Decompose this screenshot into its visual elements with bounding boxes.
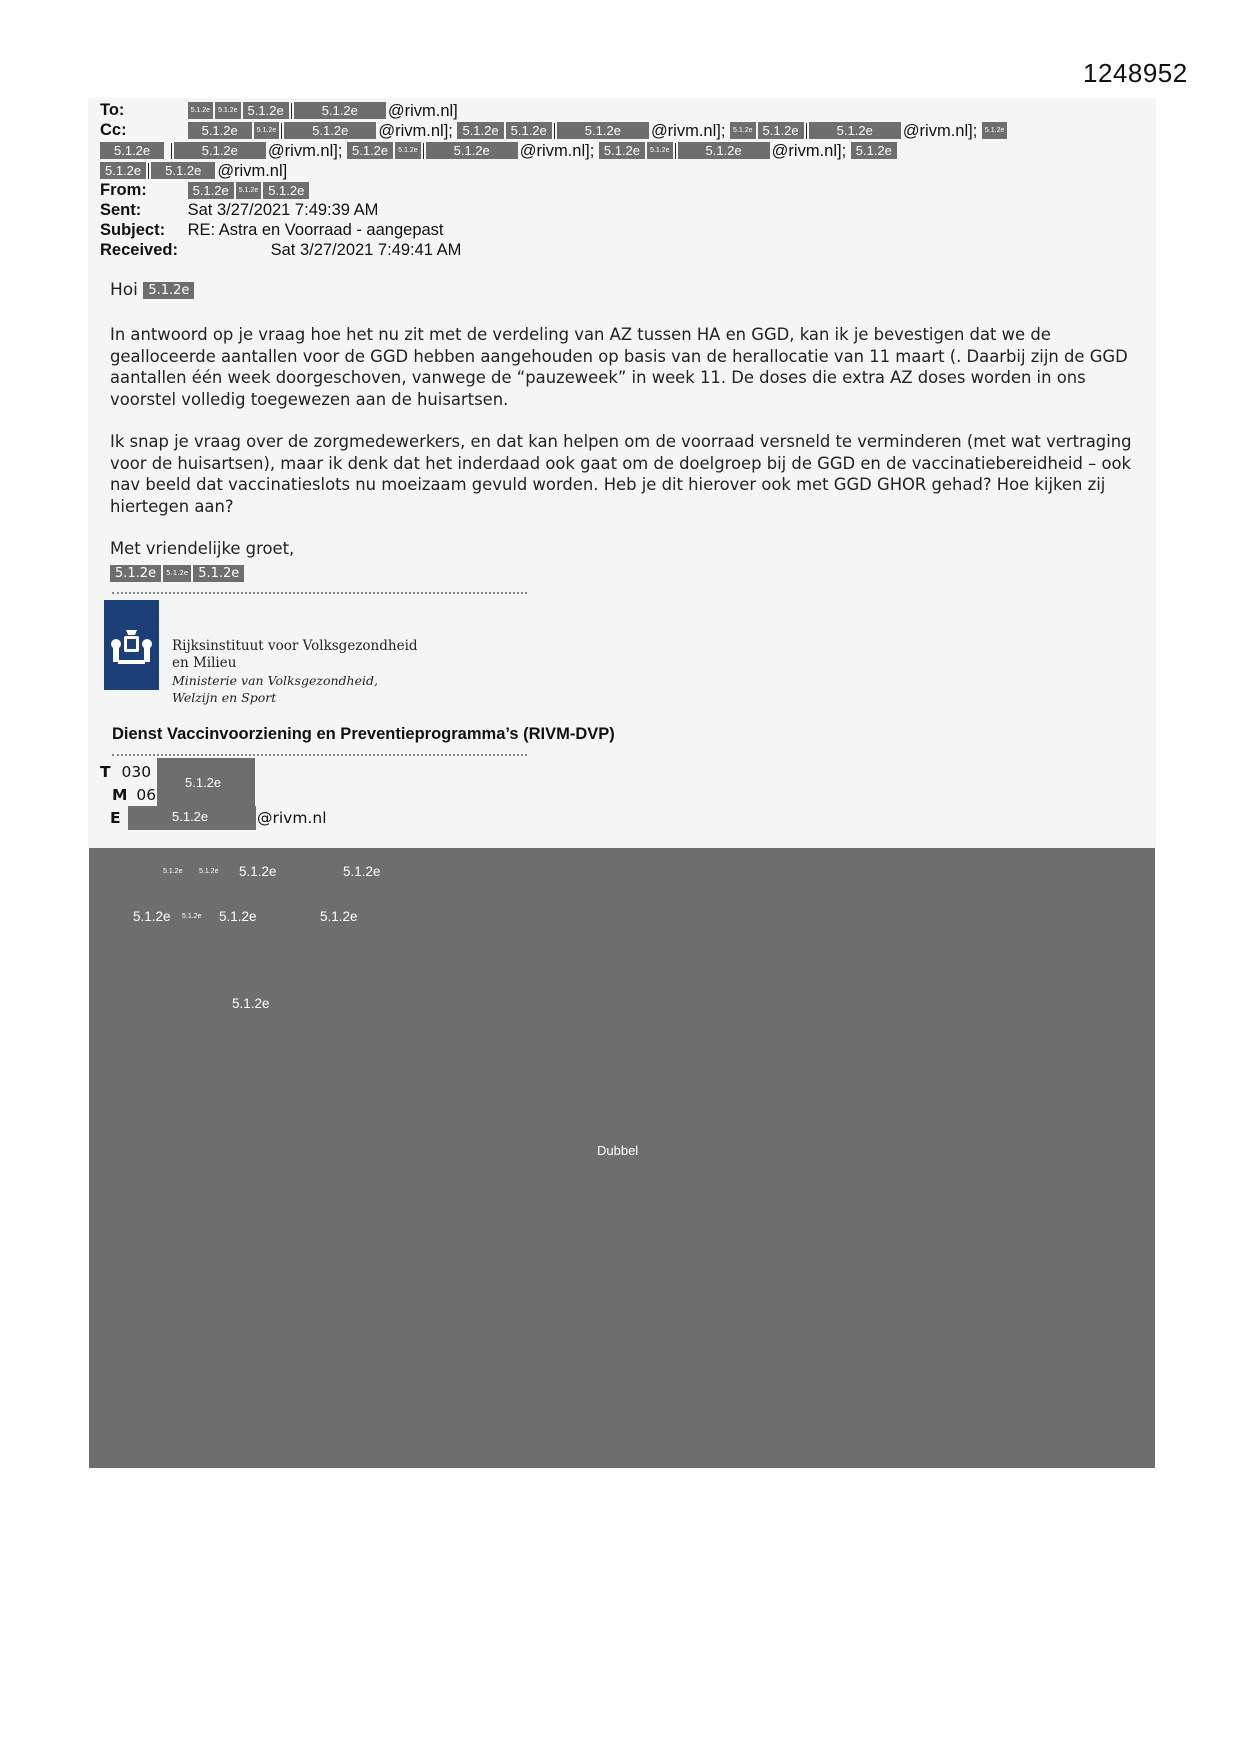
sent-value: Sat 3/27/2021 7:49:39 AM <box>187 201 379 219</box>
rivm-logo <box>104 600 159 690</box>
bracket <box>281 123 282 139</box>
body-paragraph-1: In antwoord op je vraag hoe het nu zit met de verdeling van AZ tussen HA en GGD, kan ik je bevestigen dat we de gealloceerde aantallen voor de GGD hebben aangehouden op basis van de herallocatie van 11 maart (. Daarbij zijn de GGD aantallen één week doorgeschoven, vanwege de “pauzeweek” in week 11. De doses die extra AZ doses worden in ons voorstel volledig toegewezen aan de huisartsen. <box>110 325 1128 409</box>
redaction: 5.1.2e <box>143 282 194 299</box>
redaction: 5.1.2e <box>678 142 770 159</box>
redaction: 5.1.2e <box>730 122 755 139</box>
redaction: 5.1.2e <box>193 565 244 582</box>
email-body <box>110 324 1140 583</box>
redaction: 5.1.2e <box>133 909 171 924</box>
to-row <box>100 100 458 121</box>
redaction: 5.1.2e <box>163 565 191 582</box>
redaction: 5.1.2e <box>172 809 209 824</box>
redaction: 5.1.2e <box>110 565 161 582</box>
redacted-block <box>89 848 1155 1468</box>
phone-m-prefix: 06 <box>136 786 157 804</box>
redaction: 5.1.2e <box>647 142 672 159</box>
email-domain: @rivm.nl]; <box>378 121 453 140</box>
email-domain: @rivm.nl]; <box>519 141 595 160</box>
phone-t-prefix: 030 <box>121 763 152 781</box>
sent-label: Sent: <box>100 201 142 219</box>
received-value: Sat 3/27/2021 7:49:41 AM <box>270 241 462 259</box>
cc-label: Cc: <box>100 121 127 139</box>
email-domain: @rivm.nl]; <box>902 121 978 140</box>
received-row <box>100 240 461 260</box>
redaction: 5.1.2e <box>100 162 146 179</box>
redaction: 5.1.2e <box>219 909 257 924</box>
bracket <box>171 143 172 159</box>
redaction: 5.1.2e <box>506 122 552 139</box>
email-domain: @rivm.nl]; <box>650 121 726 140</box>
redaction: 5.1.2e <box>557 122 649 139</box>
cc-row-2 <box>100 140 899 161</box>
cc-row-3 <box>100 160 287 181</box>
redaction: 5.1.2e <box>347 142 393 159</box>
bracket <box>675 143 676 159</box>
cc-row <box>100 120 1009 141</box>
department-name: Dienst Vaccinvoorziening en Preventieprogramma’s (RIVM-DVP) <box>112 725 615 743</box>
bracket <box>806 123 807 139</box>
subject-row <box>100 220 444 240</box>
bracket <box>291 103 292 119</box>
email-domain: @rivm.nl] <box>217 161 288 180</box>
redaction: 5.1.2e <box>199 868 219 875</box>
redaction: 5.1.2e <box>263 182 309 199</box>
redaction: 5.1.2e <box>100 142 164 159</box>
email-domain: @rivm.nl] <box>387 101 458 120</box>
redaction: 5.1.2e <box>284 122 376 139</box>
redaction: 5.1.2e <box>809 122 901 139</box>
redaction: 5.1.2e <box>599 142 645 159</box>
from-label: From: <box>100 181 147 199</box>
coat-of-arms-icon <box>104 600 159 690</box>
redaction: 5.1.2e <box>758 122 804 139</box>
redaction: 5.1.2e <box>236 182 261 199</box>
phone-t-label: T <box>100 763 111 781</box>
redaction: 5.1.2e <box>185 775 222 790</box>
separator-dots <box>112 754 527 756</box>
redaction: 5.1.2e <box>163 868 183 875</box>
redaction: 5.1.2e <box>215 102 240 119</box>
phone-m-label: M <box>112 786 128 804</box>
redaction: 5.1.2e <box>982 122 1007 139</box>
bracket <box>423 143 424 159</box>
redaction: 5.1.2e <box>174 142 266 159</box>
redaction: 5.1.2e <box>188 102 213 119</box>
redaction: 5.1.2e <box>343 864 381 879</box>
email-row <box>110 809 121 827</box>
closing: Met vriendelijke groet, <box>110 539 295 558</box>
from-row <box>100 180 311 200</box>
email-domain: @rivm.nl]; <box>771 141 847 160</box>
redaction: 5.1.2e <box>182 913 202 920</box>
org-line-2: en Milieu <box>172 655 237 671</box>
redaction: 5.1.2e <box>294 102 386 119</box>
redaction: 5.1.2e <box>188 122 252 139</box>
email-redaction <box>128 806 256 830</box>
redaction: 5.1.2e <box>426 142 518 159</box>
phone-redaction <box>157 758 255 808</box>
email-suffix: @rivm.nl <box>257 809 327 827</box>
bracket <box>554 123 555 139</box>
redaction: 5.1.2e <box>457 122 503 139</box>
redaction: 5.1.2e <box>320 909 358 924</box>
redacted-block-label: Dubbel <box>597 1143 639 1158</box>
ministry-line-1: Ministerie van Volksgezondheid, <box>172 673 378 688</box>
phone-m-row <box>112 786 156 804</box>
subject-label: Subject: <box>100 221 166 239</box>
body-paragraph-2: Ik snap je vraag over de zorgmedewerkers, en dat kan helpen om de voorraad versneld te verminderen (met wat vertraging voor de huisartsen), maar ik denk dat het inderdaad ook gaat om de doelgroep bij de GGD en de vaccinatiebereidheid – ook nav beeld dat vaccinatieslots nu moeizaam gevuld worden. Heb je dit hierover ook met GGD GHOR gehad? Hoe kijken zij hiertegen aan? <box>110 432 1132 516</box>
redaction: 5.1.2e <box>395 142 420 159</box>
sender-redaction <box>110 562 1140 584</box>
redaction: 5.1.2e <box>239 864 277 879</box>
redaction: 5.1.2e <box>851 142 897 159</box>
received-label: Received: <box>100 241 178 259</box>
separator-dots <box>112 592 527 594</box>
to-label: To: <box>100 101 125 119</box>
redaction: 5.1.2e <box>243 102 289 119</box>
subject-value: RE: Astra en Voorraad - aangepast <box>187 221 444 239</box>
document-id: 1248952 <box>1083 58 1188 88</box>
phone-t-row <box>100 763 151 781</box>
bracket <box>148 163 149 179</box>
greeting-text: Hoi <box>110 280 138 300</box>
ministry-line-2: Welzijn en Sport <box>172 690 277 705</box>
sent-row <box>100 200 378 220</box>
email-domain: @rivm.nl]; <box>267 141 343 160</box>
redaction: 5.1.2e <box>151 162 215 179</box>
redaction: 5.1.2e <box>232 996 270 1011</box>
email-label: E <box>110 809 121 827</box>
redaction: 5.1.2e <box>188 182 234 199</box>
org-line-1: Rijksinstituut voor Volksgezondheid <box>172 638 418 654</box>
greeting <box>110 280 196 300</box>
redaction: 5.1.2e <box>254 122 279 139</box>
